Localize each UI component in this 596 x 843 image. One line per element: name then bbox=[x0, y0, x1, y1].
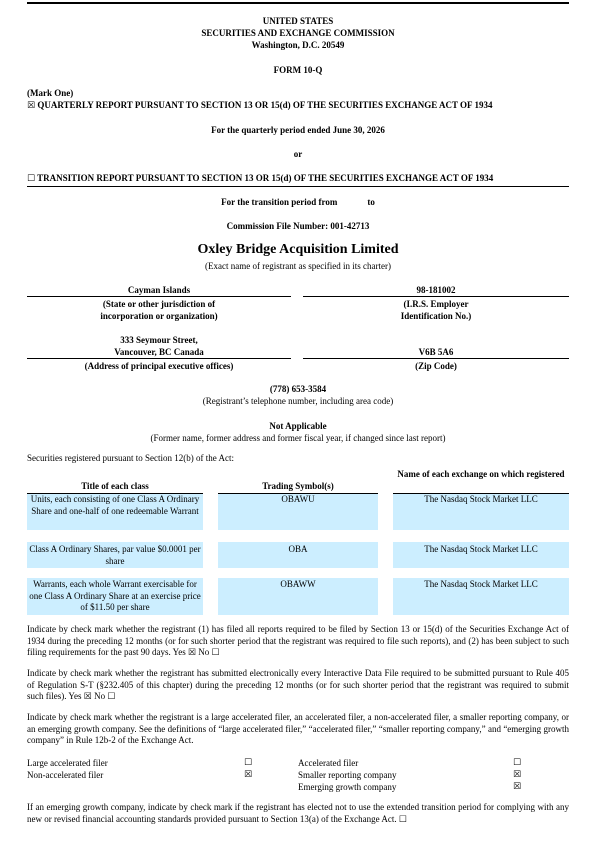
irs-value: 98-181002 bbox=[416, 285, 456, 295]
address-rule bbox=[27, 358, 291, 359]
accelerated-filer-checkbox[interactable]: ☐ bbox=[513, 758, 522, 768]
former-name-caption: (Former name, former address and former fiscal year, if changed since last report) bbox=[150, 433, 446, 443]
row-2-exchange: The Nasdaq Stock Market LLC bbox=[424, 544, 538, 554]
mark-one: (Mark One) bbox=[27, 88, 74, 98]
row-1-symbol: OBAWU bbox=[281, 494, 315, 504]
header-exchange: Name of each exchange on which registered bbox=[397, 469, 565, 479]
row-1-exchange: The Nasdaq Stock Market LLC bbox=[424, 494, 538, 504]
interactive-data-paragraph: Indicate by check mark whether the registrant has submitted electronically every Interactive Data File required to be submitted pursuant to Rule 405 of Regulation S-T (§232.405 of this chapter) during the preceding 12 months (or for such shorter period that the registrant was required to submit such files). Yes ☒ No ☐ bbox=[27, 668, 569, 701]
emerging-growth-company-label: Emerging growth company bbox=[298, 782, 397, 792]
state-caption-2: incorporation or organization) bbox=[100, 311, 218, 321]
commission-file-number: Commission File Number: 001-42713 bbox=[226, 221, 370, 231]
registrant-name: Oxley Bridge Acquisition Limited bbox=[197, 242, 399, 257]
quarterly-period: For the quarterly period ended June 30, 2026 bbox=[211, 125, 385, 135]
row-3-exchange: The Nasdaq Stock Market LLC bbox=[424, 579, 538, 589]
quarterly-report-line bbox=[27, 99, 492, 112]
address-caption: (Address of principal executive offices) bbox=[84, 361, 234, 371]
irs-caption-1: (I.R.S. Employer bbox=[403, 299, 469, 309]
registrant-name-caption: (Exact name of registrant as specified in its charter) bbox=[205, 261, 391, 271]
row-2-symbol: OBA bbox=[288, 544, 308, 554]
header-symbol: Trading Symbol(s) bbox=[262, 481, 334, 491]
transition-report-line bbox=[27, 172, 493, 185]
transition-period-from: For the transition period from bbox=[221, 197, 338, 207]
state-caption-1: (State or other jurisdiction of bbox=[102, 299, 216, 309]
transition-report-text: TRANSITION REPORT PURSUANT TO SECTION 13 OR 15(d) OF THE SECURITIES EXCHANGE ACT OF 1934 bbox=[37, 173, 494, 183]
emerging-growth-company-checkbox[interactable]: ☒ bbox=[513, 782, 522, 792]
securities-intro: Securities registered pursuant to Section 12(b) of the Act: bbox=[27, 453, 234, 463]
phone-caption: (Registrant’s telephone number, including area code) bbox=[202, 396, 394, 406]
non-accelerated-filer-checkbox[interactable]: ☒ bbox=[244, 770, 253, 780]
large-accelerated-filer-checkbox[interactable]: ☐ bbox=[244, 758, 253, 768]
quarterly-report-text: QUARTERLY REPORT PURSUANT TO SECTION 13 OR 15(d) OF THE SECURITIES EXCHANGE ACT OF 1934 bbox=[37, 100, 493, 110]
smaller-reporting-company-checkbox[interactable]: ☒ bbox=[513, 770, 522, 780]
transition-period bbox=[27, 196, 569, 208]
zip-caption: (Zip Code) bbox=[415, 361, 457, 371]
row-1-title: Units, each consisting of one Class A Ordinary Share and one-half of one redeemable Warrant bbox=[30, 494, 200, 516]
header-line-3: Washington, D.C. 20549 bbox=[251, 40, 345, 50]
header-line-2: SECURITIES AND EXCHANGE COMMISSION bbox=[201, 28, 395, 38]
top-rule bbox=[27, 2, 569, 4]
header-title: Title of each class bbox=[81, 481, 149, 491]
quarterly-checkbox[interactable]: ☒ bbox=[27, 101, 36, 111]
form-type: FORM 10-Q bbox=[273, 65, 323, 75]
zip-value: V6B 5A6 bbox=[418, 347, 454, 357]
phone-number: (778) 653-3584 bbox=[269, 384, 327, 394]
transition-period-to: to bbox=[367, 197, 375, 207]
state-value: Cayman Islands bbox=[127, 285, 191, 295]
large-accelerated-filer-label: Large accelerated filer bbox=[27, 758, 108, 768]
non-accelerated-filer-label: Non-accelerated filer bbox=[27, 770, 104, 780]
filer-type-paragraph: Indicate by check mark whether the registrant is a large accelerated filer, an accelerated filer, a non-accelerated filer, a smaller reporting company, or an emerging growth company. See the definitions of “large accelerated filer,” “accelerated filer,” “smaller reporting company,” and “emerging growth company” in Rule 12b-2 of the Exchange Act. bbox=[27, 712, 569, 745]
or-text: or bbox=[293, 149, 303, 159]
accelerated-filer-label: Accelerated filer bbox=[298, 758, 359, 768]
zip-rule bbox=[303, 358, 569, 359]
irs-caption-2: Identification No.) bbox=[400, 311, 472, 321]
row-2-title: Class A Ordinary Shares, par value $0.0001 per share bbox=[29, 544, 201, 566]
extended-transition-paragraph: If an emerging growth company, indicate by check mark if the registrant has elected not to use the extended transition period for complying with any new or revised financial accounting standards provided pursuant to Section 13(a) of the Exchange Act. ☐ bbox=[27, 802, 569, 824]
header-line-1: UNITED STATES bbox=[262, 16, 334, 26]
row-3-symbol: OBAWW bbox=[280, 579, 316, 589]
transition-rule bbox=[27, 186, 569, 187]
transition-checkbox[interactable]: ☐ bbox=[27, 174, 36, 184]
address-line-2: Vancouver, BC Canada bbox=[114, 347, 204, 357]
row-3-title: Warrants, each whole Warrant exercisable for one Class A Ordinary Share at an exercise price of $11.50 per share bbox=[29, 579, 201, 612]
former-name: Not Applicable bbox=[269, 421, 327, 431]
irs-rule bbox=[303, 296, 569, 297]
reports-filed-paragraph: Indicate by check mark whether the registrant (1) has filed all reports required to be filed by Section 13 or 15(d) of the Securities Exchange Act of 1934 during the preceding 12 months (or for such shorter period that the registrant was required to file such reports), and (2) has been subject to such filing requirements for the past 90 days. Yes ☒ No ☐ bbox=[27, 624, 569, 657]
smaller-reporting-company-label: Smaller reporting company bbox=[298, 770, 397, 780]
state-rule bbox=[27, 296, 291, 297]
address-line-1: 333 Seymour Street, bbox=[120, 335, 198, 345]
